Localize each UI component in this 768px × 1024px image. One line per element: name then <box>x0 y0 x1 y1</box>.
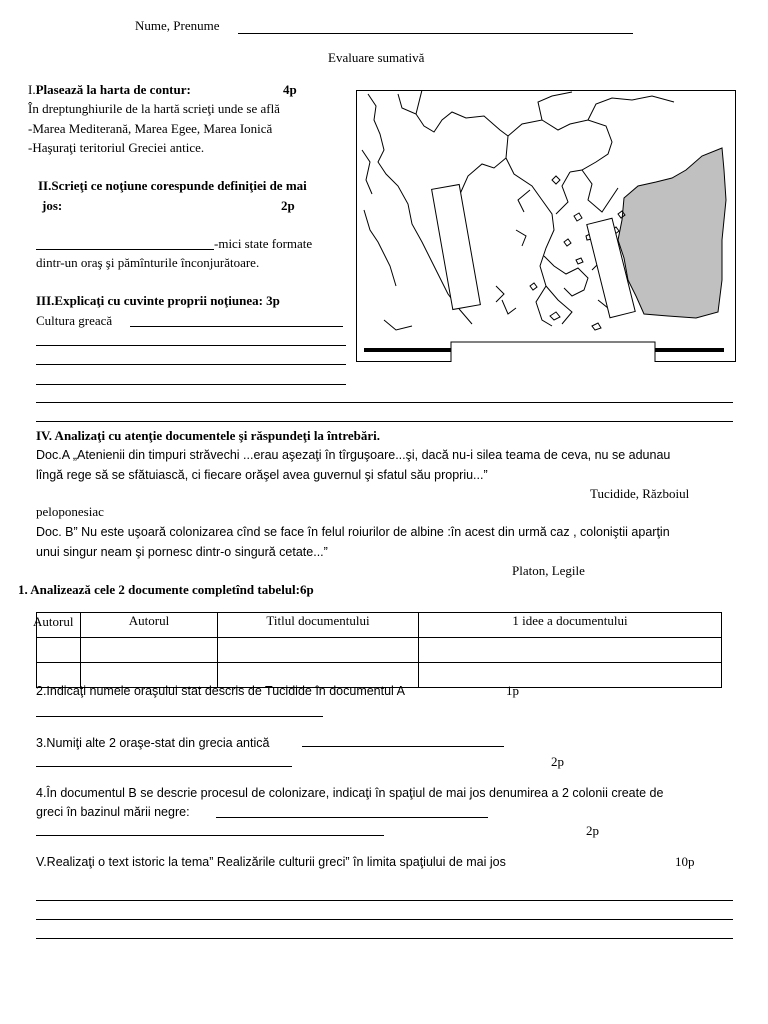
question1: 1. Analizează cele 2 documente completînd tabelul:6p <box>18 582 314 597</box>
section1-seas: -Marea Mediterană, Marea Egee, Marea Ionică <box>28 121 273 136</box>
essay-answer-line[interactable] <box>36 919 733 920</box>
documents-table <box>36 612 722 688</box>
docB-text-cont: unui singur neam şi pornesc dintr-o singură cetate...” <box>36 545 328 559</box>
table-row <box>37 638 722 663</box>
section5-points: 10p <box>675 854 695 869</box>
question3: 3.Numiţi alte 2 oraşe-stat din grecia antică <box>36 736 270 750</box>
table-cell[interactable] <box>218 638 419 663</box>
question3-answer-line[interactable] <box>36 766 292 767</box>
section1-heading: I.Plasează la harta de contur: <box>28 82 191 97</box>
table-header-cell: Autorul <box>81 613 218 638</box>
essay-answer-line[interactable] <box>36 938 733 939</box>
docA-text: Doc.A „Atenienii din timpuri străvechi ...erau aşezaţi în tîrguşoare...şi, dacă nu-i silea teama de ceva, nu se adunau <box>36 448 671 462</box>
contour-map <box>356 90 736 362</box>
docA-source-cont: peloponesiac <box>36 504 104 519</box>
question4-answer-line[interactable] <box>36 835 384 836</box>
question2-points: 1p <box>506 683 519 698</box>
question4: 4.În documentul B se descrie procesul de colonizare, indicaţi în spaţiul de mai jos denumirea a 2 colonii create de <box>36 786 664 800</box>
question3-points: 2p <box>551 754 564 769</box>
page-title: Evaluare sumativă <box>328 50 425 65</box>
question2-answer-line[interactable] <box>36 716 323 717</box>
table-header-cell <box>37 613 81 638</box>
section3-heading: III.Explicaţi cu cuvinte proprii noţiunea: 3p <box>36 293 280 308</box>
question2: 2.Indicaţi numele oraşului stat descris de Tucidide în documentul A <box>36 684 405 698</box>
table-cell[interactable] <box>419 663 722 688</box>
table-cell[interactable] <box>37 638 81 663</box>
question3-answer-line[interactable] <box>302 746 504 747</box>
essay-answer-line[interactable] <box>36 900 733 901</box>
section1-points: 4p <box>283 82 297 97</box>
table-header-autorul-overlap: Autorul <box>33 614 74 629</box>
table-cell[interactable] <box>81 638 218 663</box>
question4-answer-line[interactable] <box>216 817 488 818</box>
docA-source: Tucidide, Războiul <box>590 486 690 501</box>
section5-task: V.Realizaţi o text istoric la tema” Realizările culturii greci” în limita spaţiului de mai jos <box>36 855 506 869</box>
section2-heading-cont: jos: <box>42 198 63 213</box>
section2-points: 2p <box>281 198 295 213</box>
section3-answer-line[interactable] <box>36 402 733 403</box>
section2-heading: II.Scrieţi ce noţiune corespunde definiţiei de mai <box>38 178 307 193</box>
name-answer-line[interactable] <box>238 33 633 34</box>
section1-instruction: În dreptunghiurile de la hartă scrieţi unde se află <box>28 101 280 116</box>
section3-answer-line[interactable] <box>36 384 346 385</box>
docA-text-cont: lîngă rege să se sfătuiască, ci fiecare orăşel avea guvernul şi sfatul său propriu...” <box>36 468 488 482</box>
section3-answer-line[interactable] <box>36 345 346 346</box>
docB-source: Platon, Legile <box>512 563 585 578</box>
section4-heading: IV. Analizaţi cu atenţie documentele şi răspundeţi la întrebări. <box>36 428 381 443</box>
section1-shade-instruction: -Haşuraţi teritoriul Greciei antice. <box>28 140 205 155</box>
section3-answer-line[interactable] <box>36 421 733 422</box>
section3-answer-line[interactable] <box>130 326 343 327</box>
name-label: Nume, Prenume <box>135 18 220 33</box>
table-header-cell: Titlul documentului <box>218 613 419 638</box>
table-cell[interactable] <box>419 638 722 663</box>
section2-definition-cont: dintr-un oraş şi pămînturile înconjurătoare. <box>36 255 260 270</box>
sea-label-box-south[interactable] <box>451 342 655 362</box>
section3-answer-line[interactable] <box>36 364 346 365</box>
table-header-row <box>37 613 722 638</box>
question4-cont: greci în bazinul mării negre: <box>36 805 190 819</box>
section2-answer-line[interactable] <box>36 249 214 250</box>
section3-term: Cultura greacă <box>36 313 113 328</box>
docB-text: Doc. B” Nu este uşoară colonizarea cînd se face în felul roiurilor de albine :în acest din urmă caz , coloniştii aparţin <box>36 525 670 539</box>
section2-definition: -mici state formate <box>214 236 313 251</box>
question4-points: 2p <box>586 823 599 838</box>
table-header-cell: 1 idee a documentului <box>419 613 722 638</box>
